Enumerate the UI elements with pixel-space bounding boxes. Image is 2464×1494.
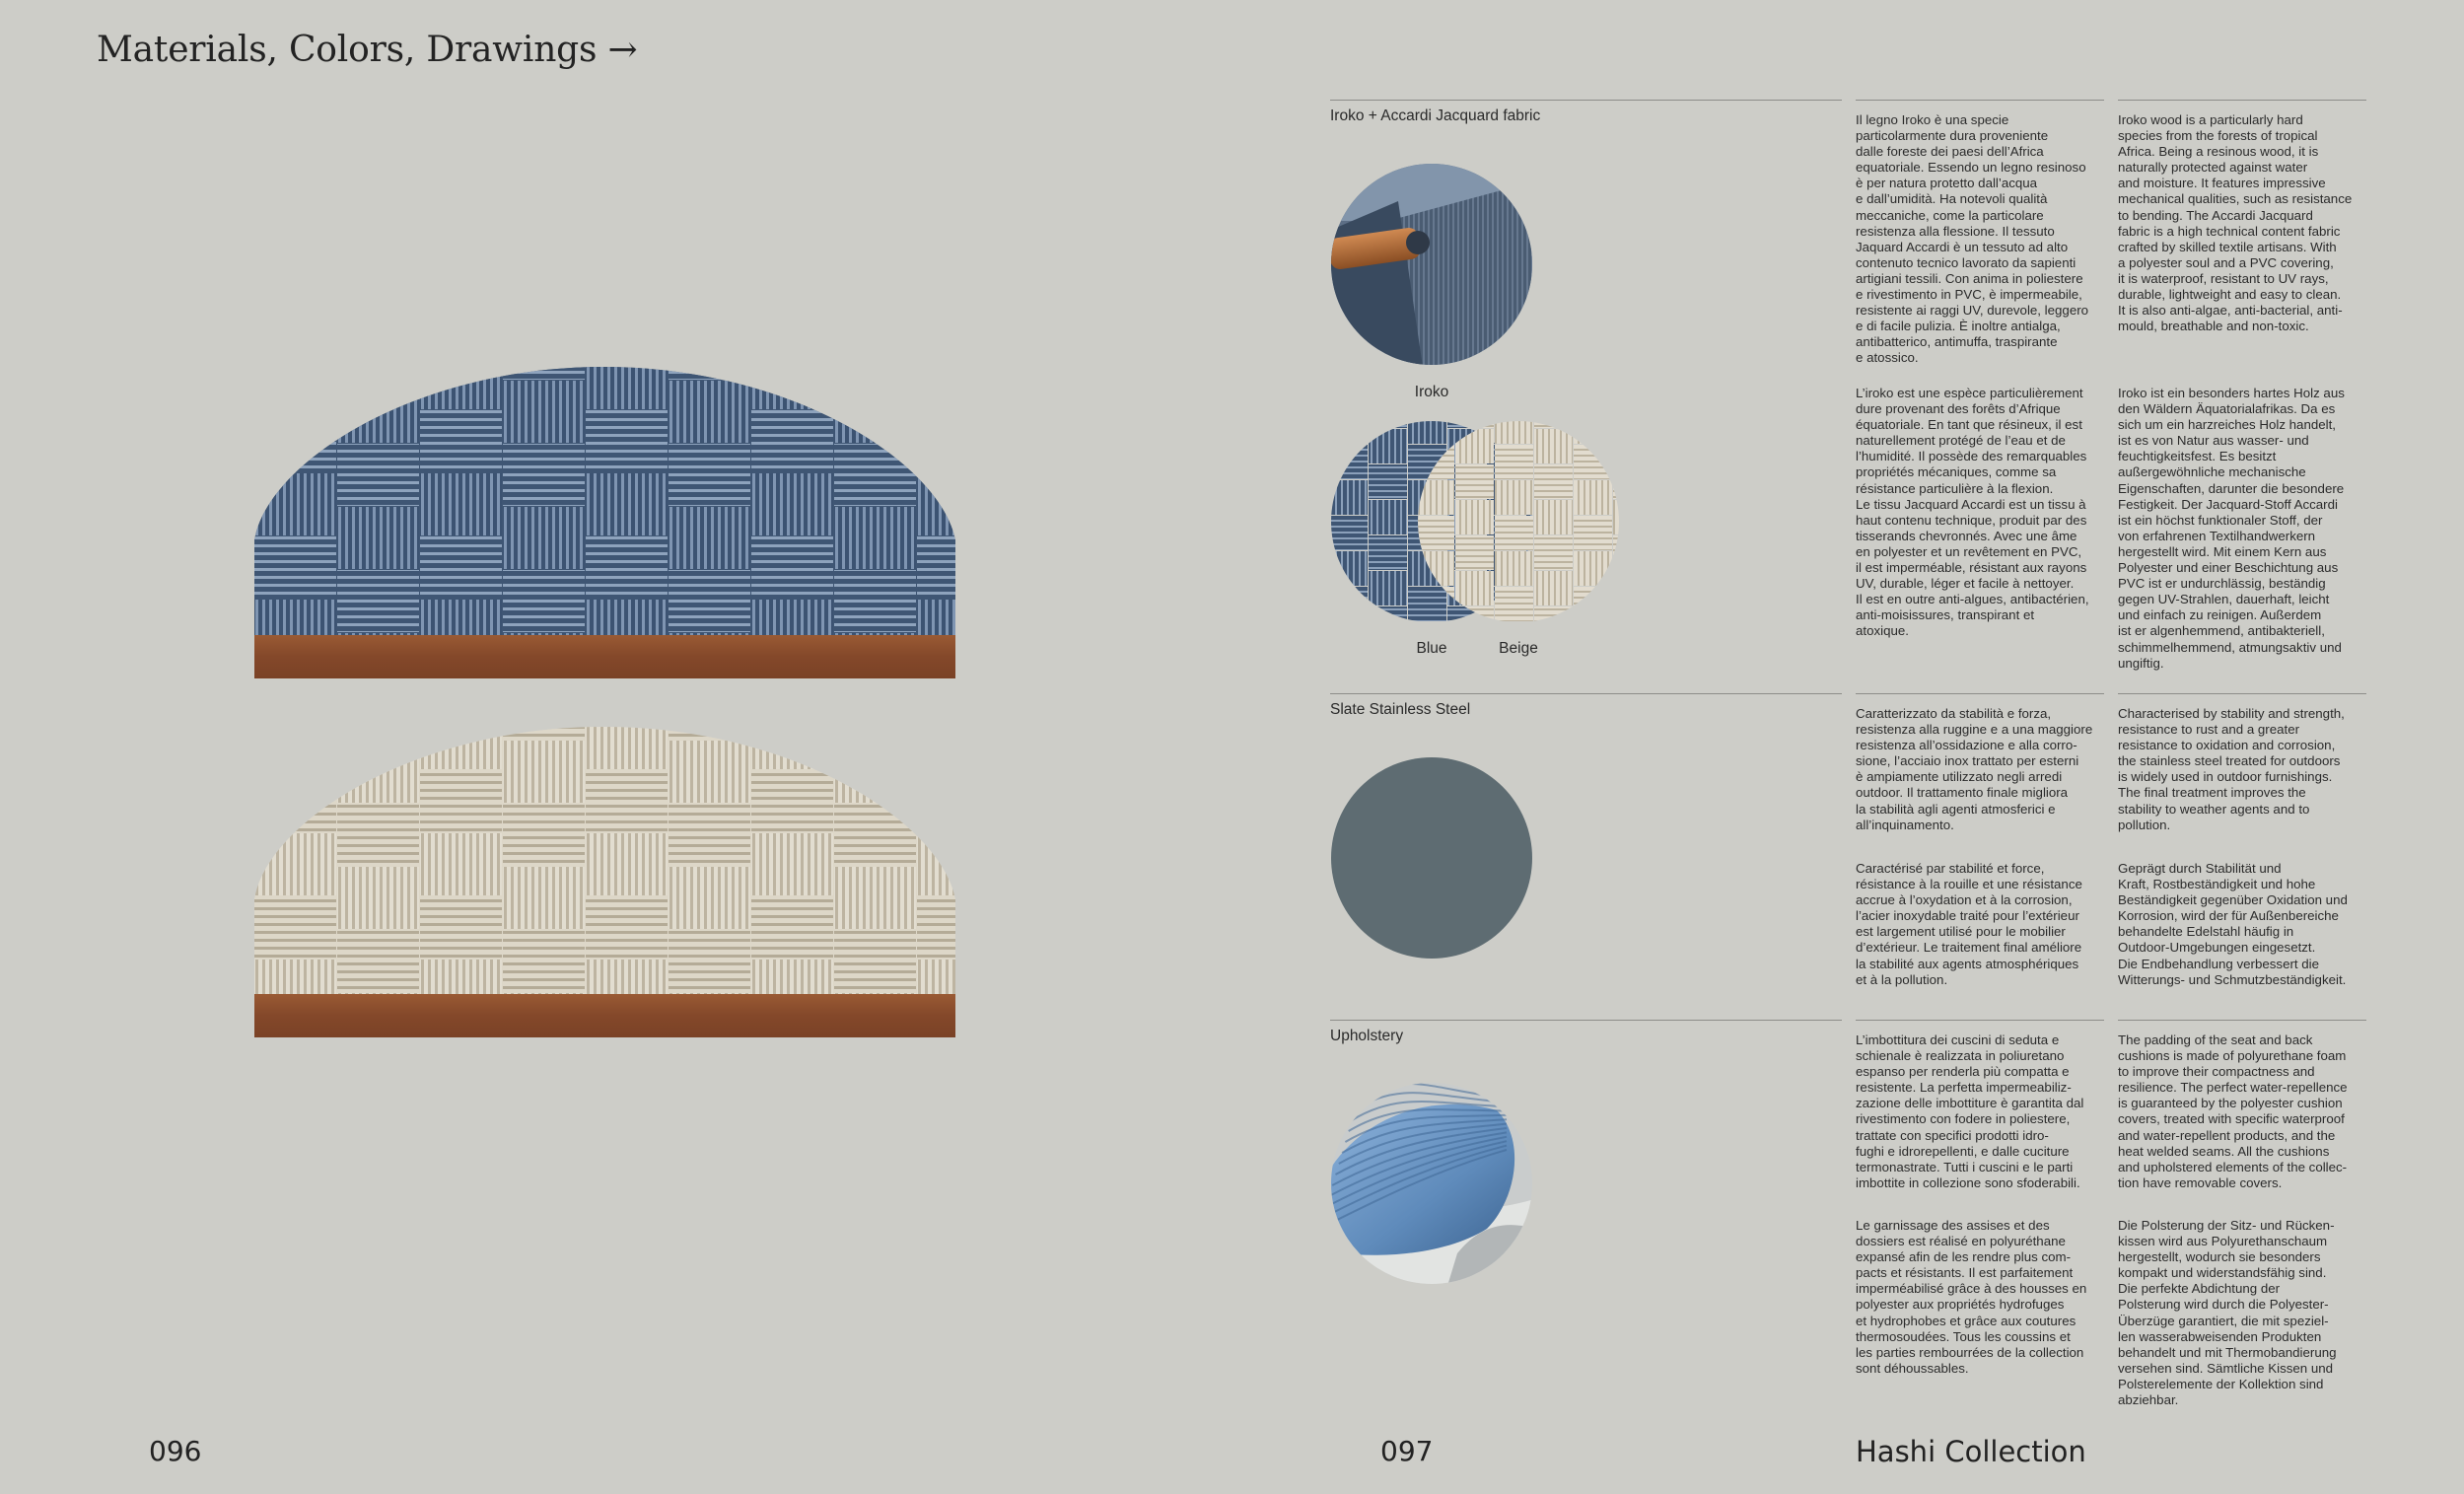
weave-cell bbox=[586, 347, 668, 409]
weave-cell bbox=[1613, 429, 1623, 463]
weave-cell bbox=[1613, 419, 1623, 428]
weave-cell bbox=[1329, 516, 1368, 550]
weave-cell bbox=[1487, 622, 1525, 626]
weave-cell bbox=[1447, 419, 1486, 428]
weave-cell bbox=[1329, 480, 1368, 515]
weave-cell bbox=[917, 347, 986, 409]
weave-cell bbox=[1495, 480, 1533, 515]
weave-cell bbox=[503, 741, 585, 803]
weave-cell bbox=[834, 677, 916, 740]
page-title: Materials, Colors, Drawings → bbox=[97, 30, 638, 70]
weave-cell bbox=[420, 833, 502, 895]
weave-cell bbox=[1613, 535, 1623, 570]
weave-cell bbox=[1566, 622, 1604, 626]
weave-cell bbox=[420, 770, 502, 832]
weave-cell bbox=[254, 473, 336, 535]
weave-cell bbox=[751, 770, 833, 832]
weave-cell bbox=[503, 444, 585, 506]
weave-cell bbox=[1369, 419, 1407, 428]
iroko-text-fr: L’iroko est une espèce particulièrement dure provenant des forêts d’Afrique équatoriale. En tant que résineux, il est naturellement protégé de l’eau et de l’humidité. Il possède des remarquables propriétés mécaniques, comme sa résistance particulière à la flexion. Le tissu Jacquard Accardi est un tissu à haut contenu technique, produit par des tisserands chevronnés. Avec une âme en polyester et un revêtement en PVC, il est imperméable, résistant aux rayons UV, durable, léger et facile à nettoyer. Il est en outre anti-algues, antibactérien, anti-moisissures, transpirant et atoxique. bbox=[1856, 386, 2089, 639]
weave-cell bbox=[1495, 516, 1533, 550]
weave-cell bbox=[1329, 622, 1368, 626]
weave-cell bbox=[1495, 587, 1533, 621]
weave-cell bbox=[254, 410, 336, 472]
upholstery-swatch bbox=[1329, 1081, 1534, 1286]
steel-text-en: Characterised by stability and strength, resistance to rust and a greater resistance to oxidation and corrosion, the stainless steel treated for outdoors is widely used in outdoor furnishings. The final treatment improves the stability to weather agents and to pollution. bbox=[2118, 706, 2345, 832]
weave-cell bbox=[1369, 571, 1407, 605]
weave-cell bbox=[834, 381, 916, 443]
weave-cell bbox=[669, 318, 750, 380]
iroko-wood-strip bbox=[254, 635, 955, 678]
weave-cell bbox=[1613, 571, 1623, 605]
weave-cell bbox=[1534, 606, 1573, 626]
weave-cell bbox=[1495, 419, 1533, 444]
weave-cell bbox=[1455, 500, 1494, 534]
weave-cell bbox=[337, 570, 419, 632]
weave-cell bbox=[1495, 551, 1533, 586]
weave-cell bbox=[254, 536, 336, 599]
weave-cell bbox=[337, 804, 419, 866]
weave-cell bbox=[503, 318, 585, 380]
page-number-left: 096 bbox=[149, 1435, 202, 1467]
section-divider bbox=[2118, 693, 2366, 694]
weave-cell bbox=[254, 833, 336, 895]
weave-cell bbox=[1369, 500, 1407, 534]
upholstery-text-de: Die Polsterung der Sitz- und Rücken- kissen wird aus Polyurethanschaum hergestellt, wodurch sie besonders kompakt und widerstandsfähig sind. Die perfekte Abdichtung der Polsterung wird durch die Polyester- Überzüge garantiert, die mit speziel- len wasserabweisenden Produkten behandelt und mit Thermobandierung versehen sind. Sämtliche Kissen und Polsterelemente der Kollektion sind abziehbar. bbox=[2118, 1218, 2337, 1408]
weave-cell bbox=[669, 677, 750, 740]
weave-cell bbox=[420, 896, 502, 959]
iroko-wood-strip-2 bbox=[254, 994, 955, 1037]
weave-cell bbox=[1369, 535, 1407, 570]
weave-cell bbox=[254, 707, 336, 769]
caption-iroko: Iroko bbox=[1414, 384, 1449, 400]
weave-cell bbox=[254, 896, 336, 959]
weave-cell bbox=[669, 570, 750, 632]
weave-cell bbox=[420, 410, 502, 472]
weave-cell bbox=[1574, 551, 1612, 586]
weave-cell bbox=[751, 896, 833, 959]
beige-swatch bbox=[1416, 419, 1623, 626]
weave-cell bbox=[337, 318, 419, 380]
weave-cell bbox=[1408, 587, 1446, 621]
upholstery-text-it: L’imbottitura dei cuscini di seduta e schienale è realizzata in poliuretano espanso per renderla più compatta e resistente. La perfetta impermeabiliz- zazione delle imbottiture è garantita dal rivestimento con fodere in poliestere, trattate con specifici prodotti idro- fughi e idrorepellenti, e dalle cuciture termonastrate. Tutti i cuscini e le parti imbottite in collezione sono sfoderabili. bbox=[1856, 1032, 2084, 1190]
weave-cell bbox=[254, 347, 336, 409]
weave-cell bbox=[834, 930, 916, 992]
weave-cell bbox=[1495, 622, 1533, 626]
weave-cell bbox=[1455, 464, 1494, 499]
weave-cell bbox=[586, 536, 668, 599]
weave-cell bbox=[751, 410, 833, 472]
weave-cell bbox=[669, 507, 750, 569]
weave-cell bbox=[1534, 464, 1573, 499]
weave-cell bbox=[503, 507, 585, 569]
weave-cell bbox=[1329, 551, 1368, 586]
weave-cell bbox=[917, 707, 986, 769]
section-label-upholstery: Upholstery bbox=[1330, 1028, 1404, 1044]
weave-cell bbox=[834, 570, 916, 632]
weave-cell bbox=[1534, 571, 1573, 605]
weave-cell bbox=[503, 570, 585, 632]
weave-cell bbox=[337, 444, 419, 506]
collection-name: Hashi Collection bbox=[1856, 1435, 2086, 1468]
weave-cell bbox=[834, 867, 916, 929]
weave-cell bbox=[1534, 535, 1573, 570]
weave-cell bbox=[1574, 587, 1612, 621]
iroko-text-en: Iroko wood is a particularly hard species from the forests of tropical Africa. Being a resinous wood, it is naturally protected against water and moisture. It features impressive mechanical qualities, such as resistance to bending. The Accardi Jacquard fabric is a high technical content fabric crafted by skilled textile artisans. With a polyester soul and a PVC covering, it is waterproof, resistant to UV rays, durable, lightweight and easy to clean. It is also anti-algae, anti-bacterial, anti- mould, breathable and non-toxic. bbox=[2118, 112, 2353, 334]
upholstery-text-fr: Le garnissage des assises et des dossiers est réalisé en polyuréthane expansé afin de les rendre plus com- pacts et résistants. Il est parfaitement imperméabilisé grâce à des housses en polyester aux propriétés hydrofuges et hydrophobes et grâce aux coutures thermosoudées. Tous les coussins et les parties rembourrées de la collection sont déhoussables. bbox=[1856, 1218, 2087, 1376]
weave-cell bbox=[1416, 622, 1454, 626]
section-divider bbox=[1330, 1020, 1842, 1021]
weave-cell bbox=[503, 804, 585, 866]
steel-text-de: Geprägt durch Stabilität und Kraft, Rostbeständigkeit und hohe Beständigkeit gegenüber Oxidation und Korrosion, wird der für Außenbereiche behandelte Edelstahl häufig in Outdoor-Umgebungen eingesetzt. Die Endbehandlung verbessert die Witterungs- und Schmutzbeständigkeit. bbox=[2118, 861, 2348, 987]
weave-cell bbox=[586, 833, 668, 895]
weave-cell bbox=[917, 770, 986, 832]
weave-cell bbox=[337, 507, 419, 569]
weave-cell bbox=[834, 318, 916, 380]
weave-cell bbox=[1534, 419, 1573, 428]
weave-cell bbox=[1574, 622, 1612, 626]
weave-cell bbox=[1329, 419, 1368, 444]
weave-cell bbox=[503, 867, 585, 929]
section-label-iroko: Iroko + Accardi Jacquard fabric bbox=[1330, 107, 1541, 124]
weave-cell bbox=[917, 833, 986, 895]
weave-cell bbox=[503, 677, 585, 740]
weave-cell bbox=[337, 381, 419, 443]
weave-cell bbox=[254, 770, 336, 832]
weave-cell bbox=[420, 347, 502, 409]
caption-beige: Beige bbox=[1499, 640, 1538, 657]
weave-cell bbox=[751, 473, 833, 535]
weave-cell bbox=[669, 381, 750, 443]
weave-cell bbox=[420, 473, 502, 535]
caption-blue: Blue bbox=[1416, 640, 1447, 657]
weave-cell bbox=[1329, 445, 1368, 479]
weave-cell bbox=[586, 410, 668, 472]
section-divider bbox=[1856, 693, 2104, 694]
slate-steel-swatch bbox=[1329, 755, 1534, 960]
section-divider bbox=[1330, 100, 1842, 101]
iroko-swatch bbox=[1329, 162, 1534, 367]
weave-cell bbox=[751, 536, 833, 599]
iroko-text-de: Iroko ist ein besonders hartes Holz aus den Wäldern Äquatorialafrikas. Da es sich um ein harzreiches Holz handelt, ist es von Natur aus wasser- und feuchtigkeitsfest. Es besitzt außergewöhnliche mechanische Eigenschaften, darunter die besondere Festigkeit. Der Jacquard-Stoff Accardi ist ein höchst funktionaler Stoff, der von erfahrenen Textilhandwerkern hergestellt wird. Mit einem Kern aus Polyester und einer Beschichtung aus PVC ist er undurchlässig, beständig gegen UV-Strahlen, dauerhaft, leicht und einfach zu reinigen. Außerdem ist er algenhemmend, antibakteriell, schimmelhemmend, atmungsaktiv und ungiftig. bbox=[2118, 386, 2345, 671]
weave-cell bbox=[420, 536, 502, 599]
section-divider bbox=[2118, 100, 2366, 101]
iroko-text-it: Il legno Iroko è una specie particolarmente dura proveniente dalle foreste dei paesi dell’Africa equatoriale. Essendo un legno resinoso è per natura protetto dall’acqua e dall’umidità. Ha notevoli qualità meccaniche, come la particolare resistenza alla flessione. Il tessuto Jaquard Accardi è un tessuto ad alto contenuto tecnico lavorato da sapienti artigiani tessili. Con anima in poliestere e rivestimento in PVC, è impermeabile, resistente ai raggi UV, durevole, leggero e di facile pulizia. È inoltre antialga, antibatterico, antimuffa, traspirante e atossico. bbox=[1856, 112, 2089, 366]
weave-cell bbox=[1574, 445, 1612, 479]
weave-cell bbox=[420, 707, 502, 769]
weave-cell bbox=[1408, 419, 1446, 444]
weave-cell bbox=[1455, 535, 1494, 570]
weave-cell bbox=[1455, 571, 1494, 605]
weave-cell bbox=[503, 381, 585, 443]
weave-cell bbox=[669, 741, 750, 803]
weave-cell bbox=[669, 444, 750, 506]
weave-cell bbox=[834, 741, 916, 803]
weave-cell bbox=[586, 707, 668, 769]
weave-cell bbox=[834, 507, 916, 569]
weave-cell bbox=[586, 896, 668, 959]
weave-cell bbox=[1495, 445, 1533, 479]
weave-cell bbox=[1534, 429, 1573, 463]
weave-cell bbox=[1574, 480, 1612, 515]
weave-cell bbox=[1534, 500, 1573, 534]
weave-cell bbox=[337, 677, 419, 740]
steel-text-it: Caratterizzato da stabilità e forza, resistenza alla ruggine e a una maggiore resistenza all’ossidazione e alla corro- sione, l’acciaio inox trattato per esterni è ampiamente utilizzato negli arredi outdoor. Il trattamento finale migliora la stabilità agli agenti atmosferici e all’inquinamento. bbox=[1856, 706, 2093, 832]
weave-cell bbox=[1369, 464, 1407, 499]
weave-cell bbox=[669, 867, 750, 929]
weave-cell bbox=[1369, 606, 1407, 626]
steel-text-fr: Caractérisé par stabilité et force, résistance à la rouille et une résistance accrue à l’oxydation et à la corrosion, l’acier inoxydable traité pour l’extérieur est largement utilisé pour le mobilier d’extérieur. Le traitement final améliore la stabilité aux agents atmosphériques et à la pollution. bbox=[1856, 861, 2082, 987]
section-divider bbox=[1330, 693, 1842, 694]
weave-cell bbox=[1613, 500, 1623, 534]
weave-cell bbox=[1416, 516, 1454, 550]
section-divider bbox=[2118, 1020, 2366, 1021]
weave-cell bbox=[1574, 516, 1612, 550]
weave-cell bbox=[1613, 606, 1623, 626]
fabric-color-swatches bbox=[1329, 419, 1623, 626]
weave-cell bbox=[669, 804, 750, 866]
weave-cell bbox=[337, 741, 419, 803]
weave-cell bbox=[917, 410, 986, 472]
section-label-steel: Slate Stainless Steel bbox=[1330, 701, 1471, 718]
weave-cell bbox=[917, 536, 986, 599]
weave-cell bbox=[337, 930, 419, 992]
fabric-drawings bbox=[0, 0, 986, 1085]
upholstery-text-en: The padding of the seat and back cushions is made of polyurethane foam to improve their compactness and resilience. The perfect water-repellence is guaranteed by the polyester cushion covers, treated with specific waterproof and water-repellent products, and the heat welded seams. All the cushions and upholstered elements of the collec- tion have removable covers. bbox=[2118, 1032, 2348, 1190]
weave-cell bbox=[751, 347, 833, 409]
weave-cell bbox=[1574, 419, 1612, 444]
weave-cell bbox=[834, 444, 916, 506]
section-divider bbox=[1856, 100, 2104, 101]
weave-cell bbox=[751, 707, 833, 769]
weave-cell bbox=[586, 473, 668, 535]
weave-cell bbox=[586, 770, 668, 832]
weave-cell bbox=[1329, 587, 1368, 621]
weave-cell bbox=[751, 833, 833, 895]
weave-cell bbox=[1613, 464, 1623, 499]
section-divider bbox=[1856, 1020, 2104, 1021]
weave-cell bbox=[917, 896, 986, 959]
weave-cell bbox=[669, 930, 750, 992]
weave-cell bbox=[1369, 429, 1407, 463]
weave-cell bbox=[917, 473, 986, 535]
weave-cell bbox=[337, 867, 419, 929]
weave-cell bbox=[1408, 622, 1446, 626]
page-number-right: 097 bbox=[1380, 1435, 1434, 1467]
weave-cell bbox=[503, 930, 585, 992]
weave-cell bbox=[834, 804, 916, 866]
